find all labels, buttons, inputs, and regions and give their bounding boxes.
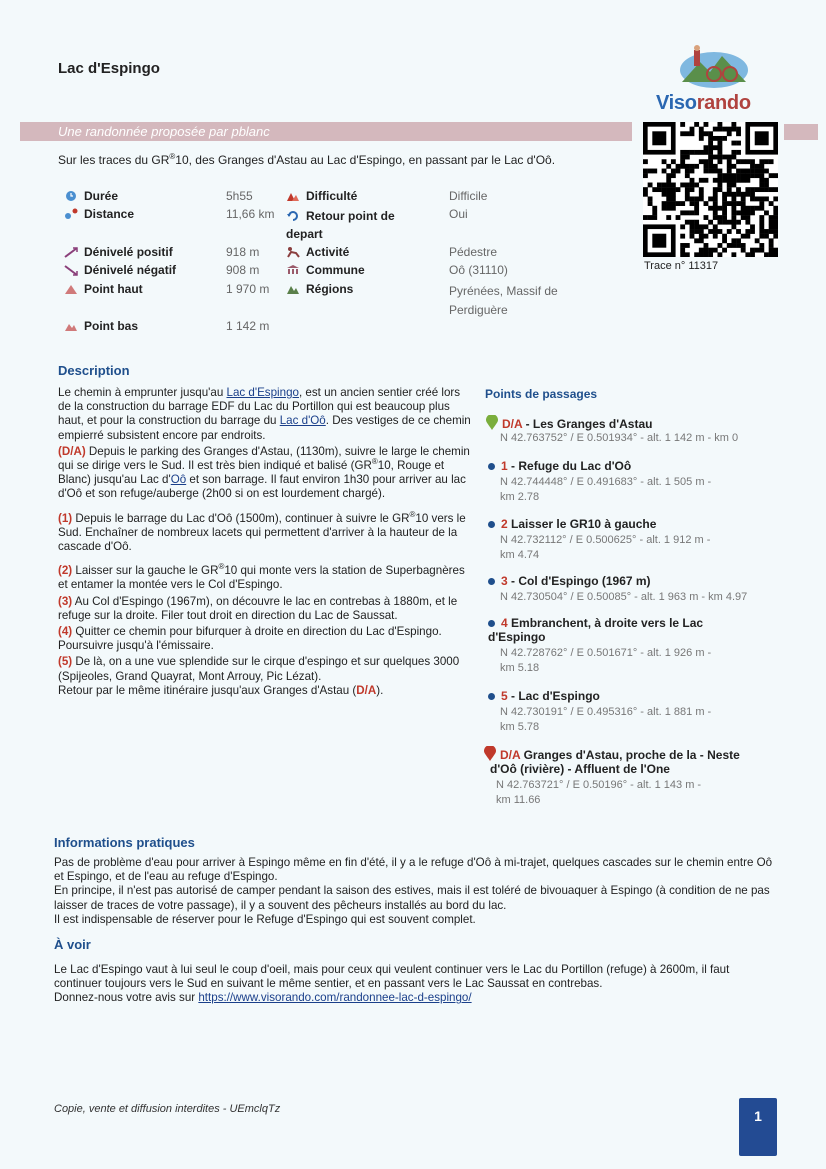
waypoint-dot-icon: [488, 620, 495, 627]
distance-icon: [64, 208, 78, 220]
point-item: 2 Laisser le GR10 à gauche N 42.732112° / E 0.500625° - alt. 1 912 m - km 4.74: [488, 517, 788, 563]
description-paragraph: Le chemin à emprunter jusqu'au Lac d'Espingo, est un ancien sentier créé lors de la construction du barrage EDF du Lac du Portillon qui est beaucoup plus haut, et pour la construction du barrage du Lac d'Oô. Des vestiges de ce chemin empierré subsistent encore par endroits.: [58, 386, 471, 442]
fact-value: Pyrénées, Massif de Perdiguère: [449, 284, 558, 317]
waypoint-dot-icon: [488, 463, 495, 470]
link-oo[interactable]: Oô: [170, 473, 187, 487]
description-step-2: (2) Laisser sur la gauche le GR®10 qui monte vers la station de Superbagnères et entamer la montée vers le Col d'Espingo.: [58, 562, 465, 592]
description-step-4: (4) Quitter ce chemin pour bifurquer à droite en direction du Lac d'Espingo. Poursuivre jusqu'à l'émissaire.: [58, 625, 442, 653]
point-item: 5 - Lac d'Espingo N 42.730191° / E 0.495316° - alt. 1 881 m - km 5.78: [488, 689, 788, 735]
fact-commune: Commune: [286, 263, 365, 277]
fact-distance: Distance: [64, 207, 134, 221]
town-hall-icon: [286, 264, 300, 276]
page-number-badge: 1: [739, 1098, 777, 1156]
point-item: 4 Embranchent, à droite vers le Lac d'Espingo N 42.728762° / E 0.501671° - alt. 1 926 m - km 5.18: [488, 616, 712, 674]
a-voir-heading: À voir: [54, 937, 91, 952]
qr-code-icon[interactable]: [643, 122, 778, 257]
info-heading: Informations pratiques: [54, 835, 195, 850]
fact-value: Difficile: [449, 189, 488, 203]
description-step-1: (1) Depuis le barrage du Lac d'Oô (1500m), continuer à suivre le GR®10 vers le Sud. Enchaîner de nombreux lacets qui permettent d'arriver à la hauteur de la cascade d'Oô.: [58, 509, 466, 554]
fact-denivele-negatif: Dénivelé négatif: [64, 263, 176, 277]
a-voir-body: Le Lac d'Espingo vaut à lui seul le coup d'oeil, mais pour ceux qui veulent continuer vers le Lac du Portillon (refuge) à 2600m, il faut continuer toujours vers le Sud en suivant le même sentier, et en passant vers le Lac Saussat en contrebas. Donnez-nous votre avis sur https://www.visorando.com/randonnee-lac-d-espingo/: [54, 963, 730, 1005]
link-lac-oo[interactable]: Lac d'Oô: [279, 414, 326, 428]
intro-text: Sur les traces du GR®10, des Granges d'Astau au Lac d'Espingo, en passant par le Lac d'Oô.: [58, 152, 556, 167]
region-icon: [286, 283, 300, 295]
waypoint-dot-icon: [488, 578, 495, 585]
fact-value: 1 142 m: [226, 319, 270, 333]
clock-icon: [64, 190, 78, 202]
description-paragraph: (D/A) Depuis le parking des Granges d'Astau, (1130m), suivre le large le chemin qui se dirige vers le Sud. Il est très bien indiqué et balisé (GR®10, Rouge et Blanc) jusqu'au Lac d'Oô et son barrage. Il faut environ 1h30 pour arriver au lac d'Oô et son refuge/auberge (2h00 si on est lourdement chargé).: [58, 444, 470, 501]
logo-illustration-icon: [674, 44, 750, 90]
fact-value: Oô (31110): [449, 263, 508, 277]
description-body: [58, 386, 474, 698]
description-heading: Description: [58, 363, 130, 378]
difficulty-icon: [286, 190, 300, 202]
logo-wordmark: Visorando: [656, 92, 751, 114]
low-point-icon: [64, 320, 78, 332]
fact-value: Oui: [449, 207, 468, 221]
banner-bar-right: [784, 124, 818, 140]
point-item: D/A Granges d'Astau, proche de la - Neste d'Oô (rivière) - Affluent de l'One N 42.763721° / E 0.50196° - alt. 1 143 m - km 11.66: [484, 746, 784, 808]
fact-difficulte: Difficulté: [286, 189, 357, 203]
description-step-3: (3) Au Col d'Espingo (1967m), on découvre le lac en contrebas à 1880m, et le refuge sur la droite. Filer tout droit en direction du Lac de Saussat.: [58, 594, 458, 622]
description-step-5: (5) De là, on a une vue splendide sur le cirque d'espingo et sur quelques 3000 (Spijeoles, Grand Quayrat, Mont Arrouy, Pic Lézat).: [58, 655, 460, 683]
point-item: 1 - Refuge du Lac d'Oô N 42.744448° / E 0.491683° - alt. 1 505 m - km 2.78: [488, 459, 788, 505]
footer-copyright: Copie, vente et diffusion interdites - UEmclqTz: [54, 1103, 281, 1115]
fact-retour: Retour point de depart: [286, 209, 395, 241]
waypoint-dot-icon: [488, 693, 495, 700]
start-marker-icon: [486, 415, 498, 431]
ascent-icon: [64, 246, 78, 258]
fact-regions: Régions: [286, 282, 353, 296]
fact-value: 5h55: [226, 189, 253, 203]
end-marker-icon: [484, 746, 496, 762]
fact-label: Durée: [84, 189, 119, 203]
fact-denivele-positif: Dénivelé positif: [64, 245, 173, 259]
fact-point-haut: Point haut: [64, 282, 143, 296]
point-item: 3 - Col d'Espingo (1967 m) N 42.730504° / E 0.50085° - alt. 1 963 m - km 4.97: [488, 574, 788, 605]
page-title: Lac d'Espingo: [58, 60, 160, 77]
trace-number: Trace n° 11317: [644, 260, 719, 272]
return-icon: [286, 210, 300, 222]
hiker-icon: [286, 246, 300, 258]
fact-value: 1 970 m: [226, 282, 270, 296]
fact-point-bas: Point bas: [64, 319, 138, 333]
fact-value: 918 m: [226, 245, 260, 259]
descent-icon: [64, 264, 78, 276]
fact-value: 11,66 km: [226, 207, 275, 221]
fact-value: 908 m: [226, 263, 260, 277]
link-lac-espingo[interactable]: Lac d'Espingo: [226, 386, 299, 399]
banner-text: Une randonnée proposée par pblanc: [58, 124, 270, 139]
point-item: D/A - Les Granges d'Astau N 42.763752° / E 0.501934° - alt. 1 142 m - km 0: [486, 415, 786, 446]
info-body: Pas de problème d'eau pour arriver à Espingo même en fin d'été, il y a le refuge d'Oô à mi-trajet, quelques cascades sur le chemin entre Oô et Espingo, et de l'eau au refuge d'Espingo. En principe, il n'est pas autorisé de camper pendant la saison des estives, mais il est toléré de bivouaquer à Espingo (à condition de ne pas laisser de traces de votre passage), il y a souvent des pêcheurs installés au bord du lac. Il est indispensable de réserver pour le Refuge d'Espingo qui est souvent complet.: [54, 856, 773, 926]
fact-activite: Activité: [286, 245, 349, 259]
points-heading: Points de passages: [485, 387, 598, 401]
visorando-logo[interactable]: [652, 44, 770, 120]
summit-icon: [64, 283, 78, 295]
description-return: Retour par le même itinéraire jusqu'aux Granges d'Astau (D/A).: [58, 683, 384, 697]
fact-duree: [64, 189, 118, 203]
waypoint-dot-icon: [488, 521, 495, 528]
visorando-review-link[interactable]: https://www.visorando.com/randonnee-lac-d-espingo/: [198, 991, 472, 1005]
fact-value: Pédestre: [449, 245, 498, 259]
